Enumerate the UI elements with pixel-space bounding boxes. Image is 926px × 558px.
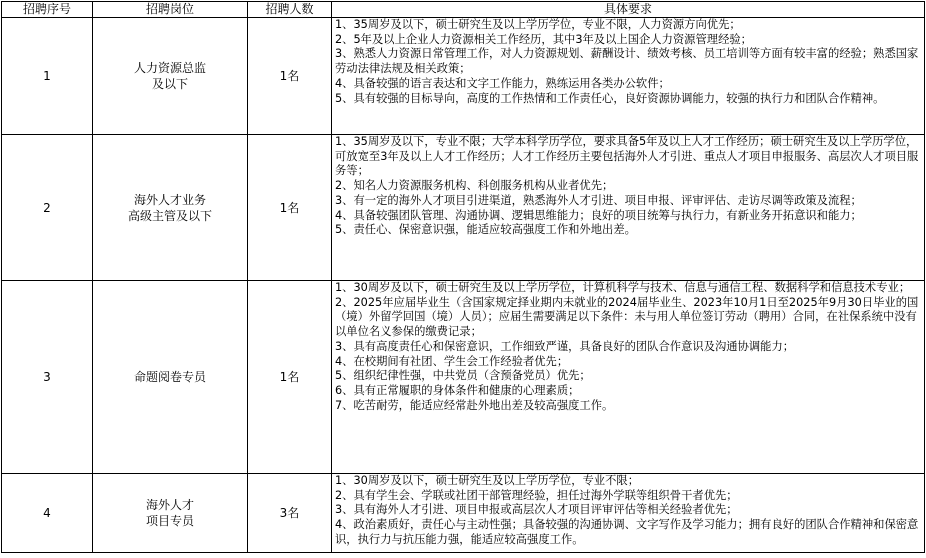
table-row	[2, 281, 925, 474]
row-position: 人力资源总监 及以下	[93, 18, 248, 135]
row-requirements	[332, 281, 925, 474]
requirement-item: 3、熟悉人力资源日常管理工作，对人力资源规划、薪酬设计、绩效考核、员工培训等方面有较丰富的经验；熟悉国家劳动法律法规及相关政策；	[335, 47, 919, 76]
requirement-item: 2、2025年应届毕业生（含国家规定择业期内未就业的2024届毕业生、2023年10月1日至2025年9月30日毕业的国（境）外留学回国（境）人员）；应届生需要满足以下条件：未与用人单位签订劳动（聘用）合同，在社保系统中没有以单位名义参保的缴费记录；	[335, 295, 919, 339]
requirement-item: 2、具有学生会、学联或社团干部管理经验，担任过海外学联等组织骨干者优先；	[335, 488, 738, 502]
row-no: 4	[2, 474, 93, 553]
row-count: 3名	[248, 474, 332, 553]
requirement-item: 4、具备较强的语言表达和文字工作能力，熟练运用各类办公软件；	[335, 76, 670, 90]
requirement-item: 3、具有海外人才引进、项目申报或高层次人才项目评审评估等相关经验者优先；	[335, 503, 738, 517]
requirement-item: 4、在校期间有社团、学生会工作经验者优先；	[335, 354, 569, 368]
row-requirements	[332, 18, 925, 135]
header-no: 招聘序号	[2, 2, 93, 18]
requirement-item: 1、35周岁及以下，硕士研究生及以上学历学位，专业不限，人力资源方向优先；	[335, 18, 741, 31]
table-row	[2, 474, 925, 553]
requirement-item: 1、35周岁及以下，专业不限；大学本科学历学位，要求具备5年及以上人才工作经历；硕士研究生及以上学历学位，可放宽至3年及以上人才工作经历；人才工作经历主要包括海外人才引进、重点人才项目申报服务、高层次人才项目服务等；	[335, 135, 919, 178]
requirement-item: 4、政治素质好，责任心与主动性强；具备较强的沟通协调、文字写作及学习能力；拥有良好的团队合作精神和保密意识，执行力与抗压能力强，能适应较高强度工作。	[335, 518, 919, 546]
row-position: 命题阅卷专员	[93, 281, 248, 474]
requirement-item: 2、5年及以上企业人力资源相关工作经历，其中3年及以上国企人力资源管理经验；	[335, 32, 752, 46]
header-row	[2, 2, 925, 18]
row-count: 1名	[248, 135, 332, 281]
row-count: 1名	[248, 281, 332, 474]
requirement-item: 1、30周岁及以下，硕士研究生及以上学历学位，专业不限；	[335, 474, 639, 487]
requirement-item: 1、30周岁及以下，硕士研究生及以上学历学位，计算机科学与技术、信息与通信工程、数据科学和信息技术专业；	[335, 281, 911, 294]
requirement-item: 2、知名人力资源服务机构、科创服务机构从业者优先；	[335, 179, 614, 193]
requirement-item: 3、有一定的海外人才项目引进渠道，熟悉海外人才引进、项目申报、评审评估、走访尽调等政策及流程；	[335, 193, 862, 207]
requirement-item: 5、责任心、保密意识强，能适应较高强度工作和外地出差。	[335, 223, 636, 237]
header-position: 招聘岗位	[93, 2, 248, 18]
requirement-item: 3、具有高度责任心和保密意识，工作细致严谨，具备良好的团队合作意识及沟通协调能力；	[335, 339, 795, 353]
table-row	[2, 18, 925, 135]
requirement-item: 4、具备较强团队管理、沟通协调、逻辑思维能力；良好的项目统筹与执行力，有新业务开拓意识和能力；	[335, 208, 862, 222]
row-no: 2	[2, 135, 93, 281]
recruitment-table	[1, 1, 925, 553]
row-requirements	[332, 135, 925, 281]
row-no: 1	[2, 18, 93, 135]
row-position: 海外人才业务 高级主管及以下	[93, 135, 248, 281]
row-position: 海外人才 项目专员	[93, 474, 248, 553]
row-no: 3	[2, 281, 93, 474]
row-requirements	[332, 474, 925, 553]
header-requirements: 具体要求	[332, 2, 925, 18]
requirement-item: 5、组织纪律性强，中共党员（含预备党员）优先；	[335, 369, 591, 383]
requirement-item: 7、吃苦耐劳，能适应经常赴外地出差及较高强度工作。	[335, 398, 614, 412]
table-row	[2, 135, 925, 281]
header-count: 招聘人数	[248, 2, 332, 18]
requirement-item: 6、具有正常履职的身体条件和健康的心理素质；	[335, 383, 580, 397]
requirement-item: 5、具有较强的目标导向，高度的工作热情和工作责任心，良好资源协调能力，较强的执行力和团队合作精神。	[335, 91, 885, 105]
row-count: 1名	[248, 18, 332, 135]
